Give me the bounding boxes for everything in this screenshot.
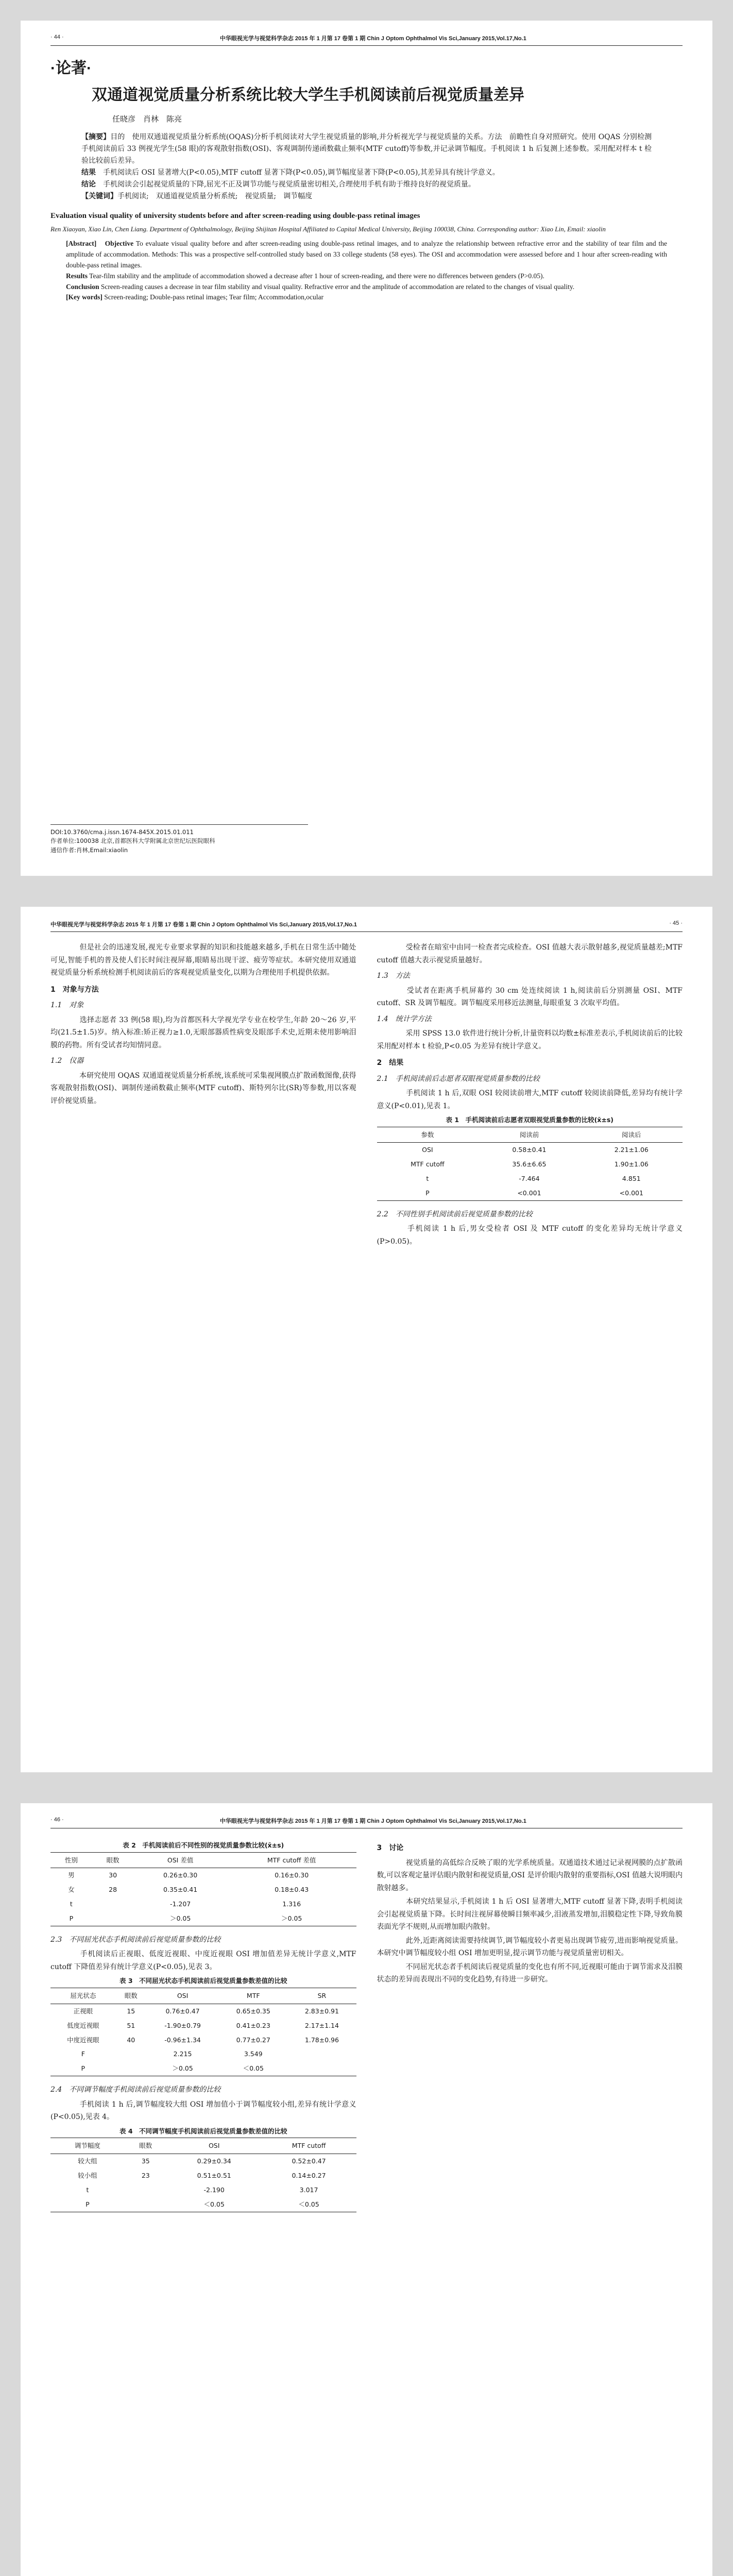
table-cell: ＞0.05: [227, 1911, 356, 1926]
table-row: [50, 1911, 356, 1926]
table-cell: 1.78±0.96: [304, 2036, 339, 2044]
paragraph: 手机阅读 1 h 后,双眼 OSI 较阅读前增大,MTF cutoff 较阅读前降低,差异均有统计学意义(P<0.01),见表 1。: [377, 1089, 683, 1110]
table-header: 屈光状态: [50, 1988, 116, 2004]
table-caption: 表 2 手机阅读前后不同性别的视觉质量参数比较(x̄±s): [123, 1841, 284, 1849]
table-3: [50, 1976, 356, 2076]
table-cell: 3.017: [299, 2185, 318, 2194]
table-header: 参数: [377, 1127, 479, 1143]
abstract-part: 结论 手机阅读会引起视觉质量的下降,屈光不正及调节功能与视觉质量密切相关,合理使用手机有助于维持良好的视觉质量。: [81, 180, 475, 189]
body-columns: [50, 941, 683, 1249]
page-1: [21, 21, 712, 876]
table-cell: 男: [68, 1871, 75, 1879]
table-cell: 0.41±0.23: [236, 2021, 270, 2029]
table-cell: -0.96±1.34: [164, 2036, 201, 2044]
table-cell: 28: [109, 1886, 117, 1894]
table-row: [50, 2168, 356, 2183]
table-cell: 51: [127, 2021, 135, 2029]
table-row: [50, 2033, 356, 2047]
heading: 1 对象与方法: [50, 985, 99, 994]
table-header: MTF cutoff: [262, 2138, 356, 2154]
page-2: [21, 907, 712, 1772]
journal-header: 中华眼视光学与视觉科学杂志 2015 年 1 月第 17 卷第 1 期 Chin J Optom Ophthalmol Vis Sci,January 2015,Vol.17,No.1: [219, 1818, 526, 1824]
table-row: [50, 1883, 356, 1897]
table-cell: -1.90±0.79: [164, 2021, 201, 2029]
table-cell: <0.001: [581, 1186, 683, 1200]
table-cell: [116, 2061, 146, 2076]
heading: 2 结果: [377, 1059, 404, 1067]
heading: 1.1 对象: [50, 1001, 84, 1009]
table-cell: 正视眼: [73, 2007, 93, 2015]
paragraph: 本研究使用 OQAS 双通道视觉质量分析系统,该系统可采集视网膜点扩散函数图像,获得客观散射指数(OSI)、调制传递函数截止频率(MTF cutoff)、斯特列尔比(SR)等参数,用以客观评价视觉质量。: [50, 1071, 356, 1105]
heading: 1.2 仪器: [50, 1057, 84, 1065]
table-cell: 0.16±0.30: [275, 1871, 309, 1879]
table-cell: 40: [127, 2036, 135, 2044]
table-cell: 0.58±0.41: [512, 1146, 547, 1154]
table-header: 眼数: [116, 1988, 146, 2004]
table-header: 调节幅度: [50, 2138, 125, 2154]
table-cell: 35.6±6.65: [512, 1160, 547, 1168]
table-cell: P: [50, 1911, 92, 1926]
table-cell: t: [426, 1175, 429, 1183]
heading: 2.2 不同性别手机阅读前后视觉质量参数的比较: [377, 1210, 533, 1218]
table-cell: 0.35±0.41: [163, 1886, 198, 1894]
running-header: [50, 34, 683, 46]
paragraph: 本研究结果显示,手机阅读 1 h 后 OSI 显著增大,MTF cutoff 显著下降,表明手机阅读会引起视觉质量下降。长时间注视屏幕使瞬目频率减少,泪液蒸发增加,泪膜稳定性下降,导致角膜表面光学不规则,从而增加眼内散射。: [377, 1897, 683, 1931]
table-header: OSI: [146, 1988, 219, 2004]
abstract-part: 结果 手机阅读后 OSI 显著增大(P<0.05),MTF cutoff 显著下降(P<0.05),调节幅度显著下降(P<0.05),其差异具有统计学意义。: [81, 168, 500, 177]
table-cell: P: [50, 2197, 125, 2212]
table-cell: ＜0.05: [167, 2197, 262, 2212]
table-cell: [287, 2047, 356, 2061]
table-cell: 35: [141, 2157, 150, 2165]
english-authors: Ren Xiaoyan, Xiao Lin, Chen Liang. Department of Ophthalmology, Beijing Shijitan Hospital Affiliated to Capital Medical University, Beijing 100038, China. Corresponding author: Xiao Lin, Email: xiaolin: [50, 225, 606, 233]
table-row: [50, 1897, 356, 1911]
table-cell: 2.17±1.14: [304, 2021, 339, 2029]
table-header: OSI 差值: [133, 1852, 227, 1868]
authors: 任晓彦 肖林 陈亮: [112, 114, 182, 124]
table-header: 阅读前: [478, 1127, 580, 1143]
table-cell: 较小组: [78, 2171, 97, 2179]
table-row: [50, 2154, 356, 2168]
table-cell: 15: [127, 2007, 135, 2015]
paragraph: 此外,近距离阅读需要持续调节,调节幅度较小者更易出现调节疲劳,进而影响视觉质量。本研究中调节幅度较小组 OSI 增加更明显,提示调节功能与视觉质量密切相关。: [377, 1936, 683, 1957]
table-caption: 表 1 手机阅读前后志愿者双眼视觉质量参数的比较(x̄±s): [446, 1116, 613, 1124]
table-cell: [92, 1911, 134, 1926]
section-label: ·论著·: [50, 60, 92, 77]
table-header: MTF: [219, 1988, 287, 2004]
paragraph: 选择志愿者 33 例(58 眼),均为首都医科大学视光学专业在校学生,年龄 20～26 岁,平均(21.5±1.5)岁。纳入标准:矫正视力≥1.0,无眼部器质性病变及眼部手术史,近期未使用影响泪膜的药物。所有受试者均知情同意。: [50, 1015, 356, 1049]
table-cell: [125, 2183, 167, 2197]
running-header: [50, 1817, 683, 1828]
body-columns: [50, 1838, 683, 2219]
table-cell: [116, 2047, 146, 2061]
table-4: [50, 2127, 356, 2212]
table-cell: 3.549: [244, 2050, 263, 2058]
table-header: 眼数: [125, 2138, 167, 2154]
heading: 1.3 方法: [377, 972, 410, 980]
table-row: [377, 1186, 683, 1200]
chinese-abstract: [81, 131, 652, 203]
table-row: [50, 2019, 356, 2033]
table-cell: 1.316: [282, 1900, 301, 1908]
table-header: SR: [287, 1988, 356, 2004]
paragraph: 视觉质量的高低综合反映了眼的光学系统质量。双通道技术通过记录视网膜的点扩散函数,可以客观定量评估眼内散射和视觉质量,OSI 是评价眼内散射的重要指标,OSI 值越大说明眼内散射越多。: [377, 1858, 683, 1892]
english-title: Evaluation visual quality of university students before and after screen-reading using double-pass retinal images: [50, 212, 420, 221]
table-row: [50, 2061, 356, 2076]
table-row: [377, 1157, 683, 1172]
paragraph: 采用 SPSS 13.0 软件进行统计分析,计量资料以均数±标准差表示,手机阅读前后的比较采用配对样本 t 检验,P<0.05 为差异有统计学意义。: [377, 1029, 683, 1050]
table-cell: 0.65±0.35: [236, 2007, 270, 2015]
column-right: [377, 1838, 683, 2219]
table-cell: 0.29±0.34: [197, 2157, 231, 2165]
table-header: MTF cutoff 差值: [227, 1852, 356, 1868]
table-cell: ＞0.05: [146, 2061, 219, 2076]
table-cell: 0.77±0.27: [236, 2036, 270, 2044]
table-cell: 中度近视眼: [67, 2036, 99, 2044]
page-number: · 44 ·: [50, 34, 64, 40]
keywords: 【关键词】手机阅读; 双通道视觉质量分析系统; 视觉质量; 调节幅度: [81, 192, 313, 200]
paragraph: 不同屈光状态者手机阅读后视觉质量的变化也有所不同,近视眼可能由于调节需求及泪膜状态的差异而表现出不同的变化趋势,有待进一步研究。: [377, 1962, 683, 1984]
table-row: [50, 2183, 356, 2197]
table-cell: t: [70, 1900, 73, 1908]
table-cell: 30: [109, 1871, 117, 1879]
article-title: 双通道视觉质量分析系统比较大学生手机阅读前后视觉质量差异: [92, 86, 524, 104]
running-header: [50, 920, 683, 932]
table-row: [50, 1868, 356, 1883]
column-left: [50, 941, 356, 1249]
table-cell: MTF cutoff: [411, 1160, 445, 1168]
heading: 2.1 手机阅读前后志愿者双眼视觉质量参数的比较: [377, 1074, 540, 1083]
table-cell: ＞0.05: [133, 1911, 227, 1926]
table-cell: 0.18±0.43: [275, 1886, 309, 1894]
table-cell: 2.83±0.91: [304, 2007, 339, 2015]
table-cell: [92, 1897, 134, 1911]
english-keywords: [Key words] Screen-reading; Double-pass retinal images; Tear film; Accommodation,ocular: [66, 293, 324, 301]
table-cell: t: [86, 2185, 89, 2194]
heading: 1.4 统计学方法: [377, 1014, 432, 1023]
column-right: [377, 941, 683, 1249]
table-cell: 1.90±1.06: [614, 1160, 649, 1168]
table-header: 阅读后: [581, 1127, 683, 1143]
table-cell: 0.14±0.27: [292, 2171, 326, 2179]
table-caption: 表 4 不同调节幅度手机阅读前后视觉质量参数差值的比较: [119, 2127, 287, 2135]
page-3: [21, 1803, 712, 2576]
table-cell: -7.464: [519, 1175, 540, 1183]
table-cell: 0.76±0.47: [165, 2007, 200, 2015]
table-cell: 4.851: [622, 1175, 641, 1183]
table-cell: ＜0.05: [262, 2197, 356, 2212]
table-row: [50, 2047, 356, 2061]
table-cell: 较大组: [78, 2157, 97, 2165]
table-cell: 0.52±0.47: [292, 2157, 326, 2165]
heading: 2.3 不同屈光状态手机阅读前后视觉质量参数的比较: [50, 1935, 221, 1944]
paragraph: 手机阅读 1 h 后,男女受检者 OSI 及 MTF cutoff 的变化差异均无统计学意义(P>0.05)。: [377, 1225, 683, 1246]
table-caption: 表 3 不同屈光状态手机阅读前后视觉质量参数差值的比较: [119, 1977, 287, 1985]
paragraph: 手机阅读后正视眼、低度近视眼、中度近视眼 OSI 增加值差异无统计学意义,MTF cutoff 下降值差异有统计学意义(P<0.05),见表 3。: [50, 1950, 356, 1971]
table-cell: -1.207: [169, 1900, 191, 1908]
table-cell: 2.215: [173, 2050, 192, 2058]
table-row: [50, 2197, 356, 2212]
table-cell: -2.190: [203, 2185, 225, 2194]
table-row: [50, 2004, 356, 2018]
table-row: [377, 1172, 683, 1186]
table-cell: [287, 2061, 356, 2076]
footnote: DOI:10.3760/cma.j.issn.1674-845X.2015.01.011 作者单位:100038 北京,首都医科大学附属北京世纪坛医院眼科 通信作者:肖林,Email:xiaolin: [50, 824, 308, 855]
table-cell: P: [377, 1186, 479, 1200]
table-cell: 女: [68, 1886, 75, 1894]
paragraph: 受试者在距离手机屏幕约 30 cm 处连续阅读 1 h,阅读前后分别测量 OSI、MTF cutoff、SR 及调节幅度。调节幅度采用移近法测量,每眼重复 3 次取平均值。: [377, 986, 683, 1007]
table-cell: ＜0.05: [219, 2061, 287, 2076]
heading: 2.4 不同调节幅度手机阅读前后视觉质量参数的比较: [50, 2086, 221, 2094]
table-cell: 23: [141, 2171, 150, 2179]
paragraph: 手机阅读 1 h 后,调节幅度较大组 OSI 增加值小于调节幅度较小组,差异有统计学意义(P<0.05),见表 4。: [50, 2100, 356, 2122]
table-cell: P: [50, 2061, 116, 2076]
table-row: [377, 1143, 683, 1157]
page-number: · 46 ·: [50, 1817, 64, 1823]
table-2: [50, 1841, 356, 1926]
table-cell: 2.21±1.06: [614, 1146, 649, 1154]
abstract-part: 【摘要】目的 使用双通道视觉质量分析系统(OQAS)分析手机阅读对大学生视觉质量的影响,并分析视光学与视觉质量的关系。方法 前瞻性自身对照研究。使用 OQAS 分别检测手机阅读前后 33 例视光学生(58 眼)的客观散射指数(OSI)、客观调制传递函数截止频率(MTF cutoff)等参数,并记录调节幅度。手机阅读 1 h 后复测上述参数。采用配对样本 t 检验比较前后差异。: [81, 132, 652, 165]
table-cell: F: [81, 2050, 85, 2058]
table-cell: 低度近视眼: [67, 2021, 99, 2029]
table-cell: OSI: [422, 1146, 433, 1154]
paragraph: 受检者在暗室中由同一检查者完成检查。OSI 值越大表示散射越多,视觉质量越差;MTF cutoff 值越大表示视觉质量越好。: [377, 943, 683, 964]
heading: 3 讨论: [377, 1844, 404, 1852]
table-cell: 0.26±0.30: [163, 1871, 198, 1879]
table-header: 性别: [50, 1852, 92, 1868]
journal-header: 中华眼视光学与视觉科学杂志 2015 年 1 月第 17 卷第 1 期 Chin J Optom Ophthalmol Vis Sci,January 2015,Vol.17,No.1: [219, 36, 526, 42]
table-1: [377, 1115, 683, 1201]
table-header: 眼数: [92, 1852, 134, 1868]
table-cell: <0.001: [478, 1186, 580, 1200]
table-header: OSI: [167, 2138, 262, 2154]
english-abstract: [Abstract] Objective To evaluate visual quality before and after screen-reading using double-pass retinal images, and to analyze the relationship between refractive error and the stability of tear film and the amplitude of accommodation. Methods: This was a prospective self-controlled study based on 33 college students (58 eyes). The OSI and accommodation were assessed before and 1 hour after screen-reading with double-pass retinal images. Results Tear-film stability and the amplitude of accommodation showed a decrease after 1 hour of screen-reading, and there were no differences between genders (P>0.05). Conclusion Screen-reading causes a decrease in tear film stability and visual quality. Refractive error and the amplitude of accommodation are related to the changes of visual quality. [Key words] Screen-reading; Double-pass retinal images; Tear film; Accommodation,ocular: [66, 239, 667, 303]
page-number: · 45 ·: [669, 920, 683, 926]
table-cell: 0.51±0.51: [197, 2171, 231, 2179]
paragraph: 但是社会的迅速发展,视光专业要求掌握的知识和技能越来越多,手机在日常生活中随处可见,智能手机的普及使人们长时间注视屏幕,眼睛易出现干涩、疲劳等症状。本研究使用双通道视觉质量分析系统检测手机阅读前后的客观视觉质量变化,以期为合理使用手机提供依据。: [50, 943, 356, 977]
table-cell: [125, 2197, 167, 2212]
journal-header: 中华眼视光学与视觉科学杂志 2015 年 1 月第 17 卷第 1 期 Chin J Optom Ophthalmol Vis Sci,January 2015,Vol.17,No.1: [50, 922, 357, 928]
column-left: [50, 1838, 356, 2219]
